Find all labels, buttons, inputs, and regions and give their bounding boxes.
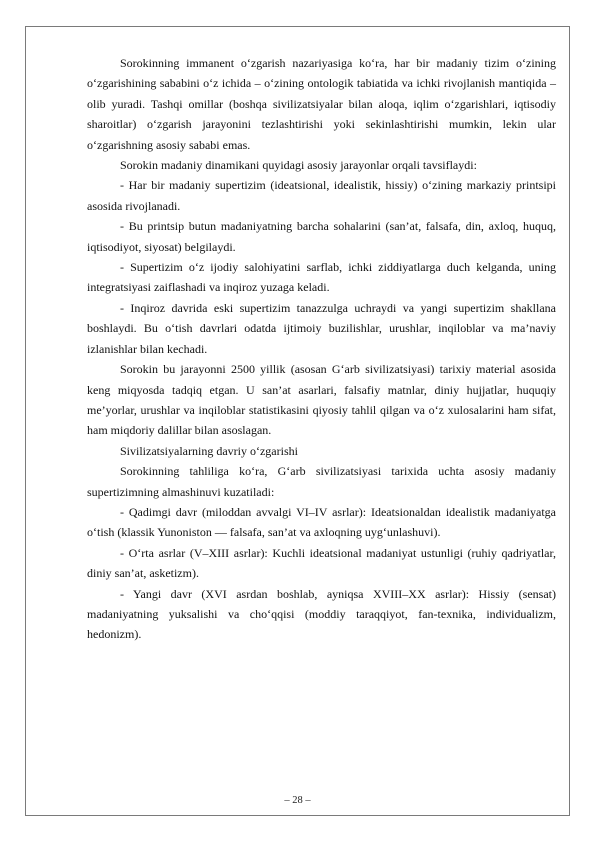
list-item: - O‘rta asrlar (V–XIII asrlar): Kuchli ideatsional madaniyat ustunligi (ruhiy qadriyatlar, diniy san’at, asketizm). — [87, 545, 556, 581]
paragraph: Sorokin madaniy dinamikani quyidagi asosiy jarayonlar orqali tavsiflaydi: — [120, 158, 477, 173]
paragraph: Sorokin bu jarayonni 2500 yillik (asosan G‘arb sivilizatsiyasi) tarixiy material asosida keng miqyosda tadqiq etgan. U san’at asarlari, falsafiy matnlar, diniy hujjatlar, huquqiy me’yorlar, urushlar va inqiloblar statistikasini qiyosiy tahlil qilgan va o‘z xulosalarini ham sifat, ham miqdoriy dalillar bilan asoslagan. — [87, 362, 556, 438]
list-item: - Bu printsip butun madaniyatning barcha sohalarini (san’at, falsafa, din, axloq, huquq, iqtisodiyot, siyosat) belgilaydi. — [87, 219, 556, 254]
paragraph: Sorokinning tahliliga ko‘ra, G‘arb sivilizatsiyasi tarixida uchta asosiy madaniy supertizimning almashinuvi kuzatiladi: — [87, 464, 556, 499]
document-body — [87, 53, 556, 645]
section-heading: Sivilizatsiyalarning davriy o‘zgarishi — [120, 443, 298, 458]
page-number: – 28 – — [284, 795, 311, 806]
list-item: - Har bir madaniy supertizim (ideatsional, idealistik, hissiy) o‘zining markaziy printsipi asosida rivojlanadi. — [87, 178, 556, 213]
list-item: - Inqiroz davrida eski supertizim tanazzulga uchraydi va yangi supertizim shakllana boshlaydi. Bu o‘tish davrlari odatda ijtimoiy buzilishlar, urushlar, inqiloblar va ma’naviy izlanishlar bilan kechadi. — [87, 300, 556, 356]
list-item: - Qadimgi davr (miloddan avvalgi VI–IV asrlar): Ideatsionaldan idealistik madaniyatga o‘tish (klassik Yunoniston — falsafa, san’at va axloqning uyg‘unlashuvi). — [87, 504, 556, 540]
list-item: - Yangi davr (XVI asrdan boshlab, ayniqsa XVIII–XX asrlar): Hissiy (sensat) madaniyatning yuksalishi va cho‘qqisi (moddiy taraqqiyot, fan-texnika, individualizm, hedonizm). — [87, 586, 556, 642]
paragraph: Sorokinning immanent o‘zgarish nazariyasiga ko‘ra, har bir madaniy tizim o‘zining o‘zgarishining sababini o‘z ichida – o‘zining ontologik tabiatida va ichki rivojlanish mantiqida – olib yuradi. Tashqi omillar (boshqa sivilizatsiyalar bilan aloqa, iqlim o‘zgarishlari, iqtisodiy sharoitlar) o‘zgarish jarayonini tezlashtirishi yoki sekinlashtirishi mumkin, lekin ular o‘zgarishning asosiy sababi emas. — [87, 56, 556, 152]
list-item: - Supertizim o‘z ijodiy salohiyatini sarflab, ichki ziddiyatlarga duch kelganda, uning integratsiyasi zaiflashadi va inqiroz yuzaga keladi. — [87, 260, 556, 295]
